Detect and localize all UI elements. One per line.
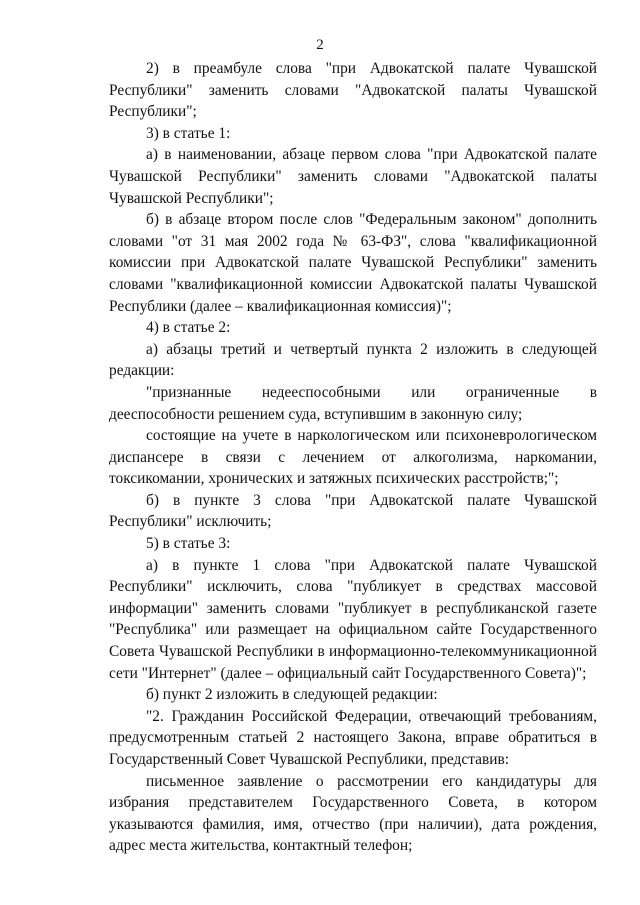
paragraph: письменное заявление о рассмотрении его кандидатуры для избрания представителем Государственного Совета, в котором указываются фамилия, имя, отчество (при наличии), дата рождения, адрес места жительства, контактный телефон; (109, 772, 597, 855)
paragraph: "2. Гражданин Российской Федерации, отвечающий требованиям, предусмотренным статьей 2 настоящего Закона, вправе обратиться в Государственный Совет Чувашской Республики, представив: (109, 707, 597, 768)
paragraph: а) в пункте 1 слова "при Адвокатской палате Чувашской Республики" исключить, слова "публикует в средствах массовой информации" заменить словами "публикует в республиканской газете "Республика" или размещает на официальном сайте Государственного Совета Чувашской Республики в информационно-телекоммуникационной сети "Интернет" (далее – официальный сайт Государственного Совета)"; (109, 556, 597, 682)
page-number: 2 (316, 37, 324, 53)
paragraph: состоящие на учете в наркологическом или психоневрологическом диспансере в связи с лечением от алкоголизма, наркомании, токсикомании, хронических и затяжных психических расстройств;"; (109, 427, 597, 488)
paragraph: б) в пункте 3 слова "при Адвокатской палате Чувашской Республики" исключить; (109, 491, 597, 531)
paragraph: "признанные недееспособными или ограниченные в дееспособности решением суда, вступившим в законную силу; (109, 383, 597, 423)
document-body (109, 58, 597, 857)
paragraph: а) абзацы третий и четвертый пункта 2 изложить в следующей редакции: (109, 340, 597, 380)
paragraph: б) в абзаце втором после слов "Федеральным законом" дополнить словами "от 31 мая 2002 года № 63-ФЗ", слова "квалификационной комиссии при Адвокатской палате Чувашской Республики" заменить словами "квалификационной комиссии Адвокатской палаты Чувашской Республики (далее – квалификационная комиссия)"; (109, 211, 597, 315)
paragraph: 3) в статье 1: (146, 124, 231, 142)
paragraph: 2) в преамбуле слова "при Адвокатской палате Чувашской Республики" заменить словами "Адвокатской палаты Чувашской Республики"; (109, 60, 597, 121)
paragraph: б) пункт 2 изложить в следующей редакции: (146, 686, 438, 704)
paragraph: 4) в статье 2: (146, 319, 231, 337)
paragraph: 5) в статье 3: (146, 535, 231, 553)
paragraph: а) в наименовании, абзаце первом слова "при Адвокатской палате Чувашской Республики" заменить словами "Адвокатской палаты Чувашской Республики"; (109, 146, 597, 207)
